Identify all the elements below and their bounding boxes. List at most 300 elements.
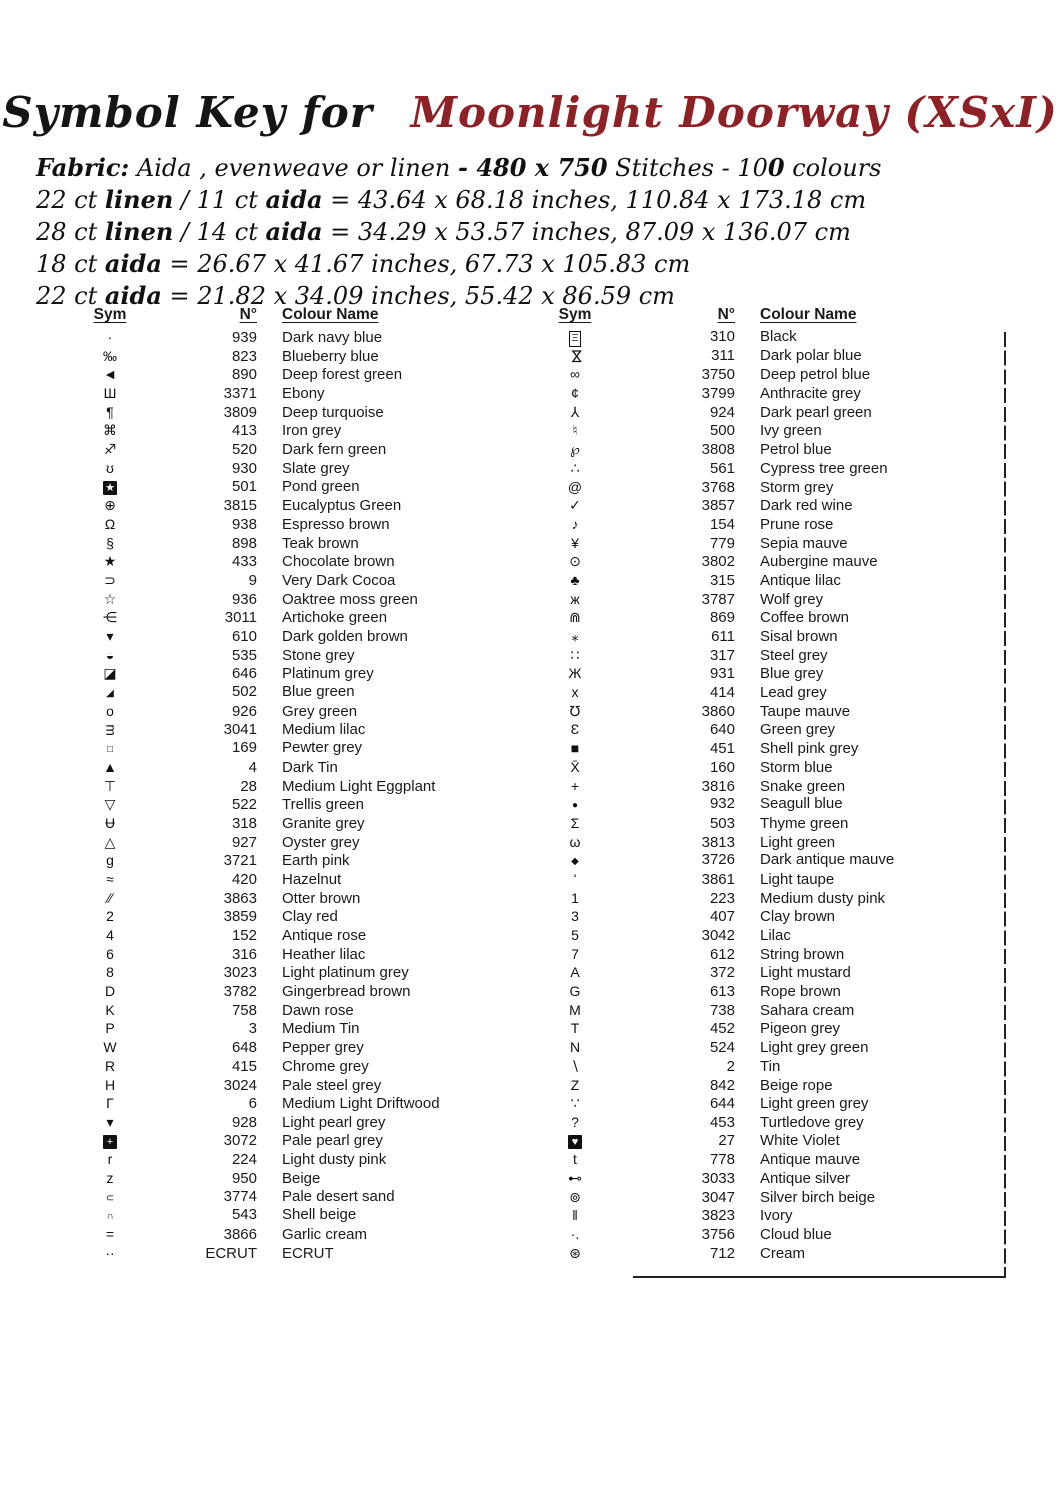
colour-name: Deep petrol blue (760, 366, 871, 384)
colour-name: Medium Light Eggplant (282, 777, 436, 795)
symbol-glyph: ʊ (106, 459, 114, 476)
key-row (525, 664, 1005, 683)
key-row (60, 982, 520, 1001)
key-row (60, 627, 520, 646)
colour-name: Dark antique mauve (760, 851, 895, 869)
colour-name: Espresso brown (282, 515, 390, 533)
floss-number: 3011 (224, 609, 257, 627)
symbol-glyph: ⋲ (103, 609, 117, 626)
symbol-glyph: H (104, 1076, 116, 1093)
colour-name: Ebony (282, 385, 325, 403)
key-row (525, 328, 1005, 347)
header-sym: Sym (93, 306, 127, 323)
symbol-glyph: ∕∕ (107, 889, 113, 906)
floss-number: 3859 (223, 908, 257, 926)
colour-name: ECRUT (282, 1244, 334, 1262)
key-row (525, 1094, 1005, 1113)
key-row (525, 1150, 1005, 1169)
symbol-glyph: ♥ (568, 1135, 582, 1149)
colour-name: Clay brown (760, 908, 836, 926)
fabric-line: 22 ct aida = 21.82 x 34.09 inches, 55.42 x 86.59 cm (36, 281, 675, 310)
floss-number: 842 (709, 1076, 735, 1094)
key-row (525, 814, 1005, 833)
colour-name: Dark golden brown (282, 628, 408, 645)
colour-name: Antique silver (760, 1169, 851, 1187)
key-row (60, 1113, 520, 1132)
floss-number: 3813 (701, 833, 735, 851)
key-row (60, 1244, 520, 1263)
key-row (60, 664, 520, 683)
symbol-glyph: ♐ (103, 441, 117, 458)
symbol-glyph: 4 (106, 927, 114, 943)
key-row (525, 347, 1005, 366)
floss-number: 648 (231, 1039, 257, 1057)
floss-number: 152 (231, 927, 257, 944)
symbol-glyph: ∷ (570, 646, 580, 663)
floss-number: 524 (709, 1039, 735, 1057)
key-row (60, 646, 520, 665)
key-row (60, 459, 520, 478)
symbol-glyph: W (103, 1039, 117, 1056)
symbol-glyph: z (106, 1169, 114, 1186)
symbol-glyph: ▽ (104, 796, 116, 813)
colour-name: Dark polar blue (760, 346, 862, 364)
table-header (60, 306, 520, 328)
symbol-glyph: ⊕ (104, 497, 116, 514)
colour-name: Dawn rose (282, 1001, 354, 1019)
colour-name: Light taupe (760, 870, 835, 888)
symbol-glyph: G (569, 983, 581, 1000)
floss-number: 612 (709, 945, 735, 963)
floss-number: 3033 (701, 1169, 735, 1187)
key-row (60, 945, 520, 964)
colour-name: Chrome grey (282, 1057, 369, 1075)
symbol-glyph: ♮ (572, 422, 578, 439)
symbol-glyph: ♣ (570, 571, 580, 588)
symbol-glyph: x (571, 684, 579, 701)
symbol-glyph: ◒ (105, 646, 115, 663)
floss-number: 928 (231, 1113, 257, 1131)
floss-number: 3726 (701, 851, 735, 869)
colour-name: Turtledove grey (760, 1113, 864, 1131)
symbol-glyph: = (105, 1226, 115, 1242)
floss-number: 869 (709, 609, 735, 627)
colour-name: Steel grey (760, 646, 828, 664)
floss-number: 939 (231, 329, 257, 346)
colour-name: Artichoke green (282, 609, 388, 627)
key-row (60, 496, 520, 515)
floss-number: 640 (709, 721, 735, 739)
floss-number: 451 (709, 740, 735, 758)
key-row (525, 515, 1005, 534)
colour-name: Medium lilac (282, 721, 366, 739)
colour-name: Lead grey (760, 684, 827, 702)
key-row (60, 421, 520, 440)
colour-name: Ivory (760, 1207, 793, 1225)
floss-number: 413 (231, 422, 257, 440)
key-row (60, 777, 520, 796)
colour-name: Ivy green (760, 422, 822, 440)
table-right-border (1004, 332, 1006, 1278)
floss-number: 415 (231, 1057, 257, 1075)
floss-number: 3815 (223, 497, 257, 515)
colour-name: Granite grey (282, 814, 365, 832)
floss-number: 932 (709, 795, 735, 813)
colour-name: Beige rope (760, 1076, 833, 1094)
floss-number: 414 (709, 684, 735, 702)
floss-number: 3042 (701, 927, 735, 944)
colour-name: Very Dark Cocoa (282, 571, 396, 589)
floss-number: 950 (231, 1169, 257, 1187)
floss-number: 3047 (701, 1188, 735, 1206)
floss-number: 927 (231, 833, 257, 851)
key-table-right (525, 306, 1005, 1262)
header-colour-name: Colour Name (282, 306, 379, 323)
colour-name: Pale desert sand (282, 1187, 395, 1205)
symbol-glyph: ᴟ (105, 721, 115, 738)
floss-number: 738 (709, 1001, 735, 1019)
floss-number: 890 (231, 366, 257, 384)
colour-name: Light pearl grey (282, 1113, 386, 1131)
floss-number: 223 (709, 889, 735, 907)
symbol-glyph: M (569, 1001, 581, 1018)
colour-name: Light grey green (760, 1039, 869, 1057)
colour-name: Snake green (760, 777, 846, 795)
symbol-glyph: □ (106, 744, 114, 756)
key-row (60, 889, 520, 908)
floss-number: 9 (248, 571, 257, 589)
colour-name: White Violet (760, 1131, 840, 1149)
key-row (60, 1019, 520, 1038)
symbol-glyph: ◢ (106, 688, 114, 700)
key-row (525, 870, 1005, 889)
floss-number: 500 (709, 422, 735, 440)
colour-name: Dark red wine (760, 497, 853, 515)
floss-number: 3041 (223, 721, 257, 739)
floss-number: 3816 (701, 777, 735, 795)
key-row (60, 1169, 520, 1188)
symbol-glyph: ⊷ (568, 1169, 582, 1186)
colour-name: Light dusty pink (282, 1151, 387, 1169)
symbol-glyph: ʻ (573, 870, 577, 887)
symbol-glyph: t (573, 1151, 577, 1168)
page-title (0, 88, 1060, 137)
colour-name: Coffee brown (760, 609, 849, 627)
key-row (60, 795, 520, 814)
key-row (525, 459, 1005, 478)
key-row (60, 384, 520, 403)
key-row (60, 552, 520, 571)
floss-number: 318 (231, 814, 257, 832)
colour-name: Otter brown (282, 889, 361, 907)
key-row (60, 1094, 520, 1113)
colour-name: Aubergine mauve (760, 553, 878, 571)
floss-number: 930 (231, 459, 257, 477)
symbol-glyph: ж (570, 590, 580, 607)
header-colour-name: Colour Name (760, 306, 857, 323)
key-row (60, 608, 520, 627)
floss-number: 938 (231, 515, 257, 533)
key-row (525, 1206, 1005, 1225)
key-row (525, 403, 1005, 422)
floss-number: 154 (709, 515, 735, 533)
key-row (60, 758, 520, 777)
symbol-glyph: Ш (103, 385, 117, 402)
colour-name: Dark fern green (282, 441, 387, 459)
floss-number: 3072 (223, 1131, 257, 1149)
symbol-glyph: 7 (571, 945, 579, 962)
key-row (525, 421, 1005, 440)
symbol-glyph: Ʉ (104, 814, 116, 831)
floss-number: 420 (231, 870, 257, 888)
colour-name: Medium Tin (282, 1020, 360, 1038)
key-row (60, 1076, 520, 1095)
key-row (60, 1188, 520, 1207)
key-row (525, 1169, 1005, 1188)
title-pattern-name: Moonlight Doorway (XSxI) (410, 88, 1058, 137)
symbol-glyph: ⊤ (103, 777, 117, 794)
key-row (60, 833, 520, 852)
key-row (525, 926, 1005, 945)
colour-name: Eucalyptus Green (282, 497, 402, 515)
symbol-glyph: Σ (570, 814, 580, 831)
key-row (60, 851, 520, 870)
symbol-glyph: A (570, 964, 580, 981)
colour-name: Oaktree moss green (282, 590, 418, 608)
floss-number: 2 (726, 1057, 735, 1075)
key-row (60, 926, 520, 945)
floss-number: 561 (709, 459, 735, 477)
symbol-glyph: ⊂ (105, 1192, 115, 1204)
symbol-glyph: Ɛ (570, 721, 580, 738)
key-row (525, 552, 1005, 571)
colour-name: Antique mauve (760, 1151, 861, 1169)
floss-number: 610 (231, 628, 257, 645)
floss-number: 823 (231, 347, 257, 365)
colour-name: Hazelnut (282, 870, 342, 888)
floss-number: 28 (240, 777, 257, 795)
floss-number: 433 (231, 553, 257, 571)
colour-name: Light green grey (760, 1095, 869, 1113)
key-row (60, 478, 520, 497)
colour-name: Antique rose (282, 927, 367, 944)
colour-name: Shell beige (282, 1206, 357, 1224)
floss-number: 169 (231, 739, 257, 757)
colour-name: Platinum grey (282, 665, 374, 683)
symbol-glyph: N (569, 1039, 581, 1056)
key-row (60, 720, 520, 739)
key-row (525, 384, 1005, 403)
key-row (60, 365, 520, 384)
floss-number: 3860 (701, 702, 735, 720)
floss-number: 3768 (701, 478, 735, 496)
colour-name: Oyster grey (282, 833, 360, 851)
symbol-glyph: ∴ (570, 459, 580, 476)
symbol-glyph: R (104, 1057, 116, 1074)
key-row (525, 889, 1005, 908)
key-row (60, 814, 520, 833)
floss-number: 3808 (701, 441, 735, 459)
colour-name: Antique lilac (760, 571, 841, 589)
key-row (525, 1038, 1005, 1057)
symbol-glyph: ♪ (571, 515, 579, 532)
key-row (525, 758, 1005, 777)
key-row (525, 1076, 1005, 1095)
colour-name: Sahara cream (760, 1001, 855, 1019)
key-row (60, 963, 520, 982)
colour-name: Rope brown (760, 983, 841, 1001)
colour-name: Cream (760, 1244, 806, 1262)
floss-number: 779 (709, 534, 735, 552)
floss-number: 3799 (701, 385, 735, 403)
colour-name: Cloud blue (760, 1226, 832, 1243)
floss-number: 3756 (701, 1226, 735, 1243)
key-row (525, 1001, 1005, 1020)
key-row (525, 365, 1005, 384)
symbol-glyph: ∩ (106, 1211, 114, 1223)
floss-number: 926 (231, 702, 257, 720)
floss-number: 3787 (701, 590, 735, 608)
floss-number: 712 (709, 1244, 735, 1262)
key-row (525, 795, 1005, 814)
floss-number: 3 (248, 1020, 257, 1038)
key-row (525, 1225, 1005, 1244)
symbol-glyph: Ω (104, 515, 116, 532)
symbol-glyph: ·· (105, 1244, 115, 1261)
floss-number: 224 (231, 1151, 257, 1169)
symbol-glyph: D (104, 983, 116, 1000)
colour-name: String brown (760, 945, 845, 963)
colour-name: Dark navy blue (282, 329, 383, 346)
symbol-glyph: ⋒ (569, 609, 581, 626)
symbol-glyph: ·. (570, 1226, 580, 1242)
colour-name: Dark pearl green (760, 403, 872, 421)
floss-number: 613 (709, 983, 735, 1001)
floss-number: 317 (709, 646, 735, 664)
symbol-glyph: Γ (106, 1095, 114, 1112)
floss-number: 3866 (223, 1226, 257, 1243)
colour-name: Seagull blue (760, 795, 843, 813)
key-row (525, 646, 1005, 665)
floss-number: 6 (248, 1095, 257, 1113)
colour-name: Pond green (282, 477, 360, 495)
key-row (525, 627, 1005, 646)
symbol-glyph: 3 (571, 908, 579, 925)
floss-number: 501 (231, 477, 257, 495)
key-row (525, 982, 1005, 1001)
colour-name: Medium Light Driftwood (282, 1095, 440, 1113)
floss-number: 3823 (701, 1207, 735, 1225)
floss-number: 3782 (223, 983, 257, 1001)
floss-number: 315 (709, 571, 735, 589)
colour-name: Thyme green (760, 814, 849, 832)
symbol-glyph: △ (104, 833, 116, 850)
floss-number: 924 (709, 403, 735, 421)
floss-number: 452 (709, 1020, 735, 1038)
symbol-glyph: r (107, 1151, 113, 1168)
symbol-glyph: ℘ (570, 441, 580, 458)
symbol-glyph: ¥ (571, 534, 579, 551)
floss-number: 27 (718, 1131, 735, 1149)
symbol-glyph: ⅄ (570, 403, 580, 420)
floss-number: 3750 (701, 366, 735, 384)
key-row (525, 1019, 1005, 1038)
key-row (525, 683, 1005, 702)
key-row (525, 945, 1005, 964)
key-row (525, 777, 1005, 796)
symbol-glyph: ∵ (570, 1095, 580, 1112)
symbol-glyph: 1 (571, 889, 579, 906)
symbol-glyph: g (106, 852, 114, 869)
key-row (60, 739, 520, 758)
colour-name: Clay red (282, 908, 338, 926)
floss-number: 502 (231, 683, 257, 701)
floss-number: 644 (709, 1095, 735, 1113)
symbol-glyph: P (105, 1020, 115, 1037)
floss-number: 522 (231, 796, 257, 814)
key-row (60, 590, 520, 609)
key-row (525, 851, 1005, 870)
colour-name: Anthracite grey (760, 385, 861, 403)
colour-name: Storm grey (760, 478, 834, 496)
floss-number: 931 (709, 665, 735, 683)
colour-name: Earth pink (282, 852, 350, 870)
key-row (60, 328, 520, 347)
symbol-glyph: ⊛ (569, 1244, 581, 1261)
floss-number: 372 (709, 964, 735, 982)
colour-name: Blue grey (760, 665, 824, 683)
floss-number: 311 (711, 346, 735, 364)
floss-number: 3802 (701, 553, 735, 571)
symbol-glyph: ★ (103, 553, 117, 570)
colour-name: Light green (760, 833, 836, 851)
symbol-glyph: X̄ (570, 758, 580, 775)
colour-name: Dark Tin (282, 758, 338, 776)
fabric-info (36, 152, 1026, 312)
colour-name: Deep forest green (282, 366, 403, 384)
key-row (60, 1057, 520, 1076)
key-row (525, 720, 1005, 739)
colour-name: Pepper grey (282, 1039, 364, 1057)
key-row (525, 907, 1005, 926)
key-row (60, 683, 520, 702)
floss-number: 407 (709, 908, 735, 926)
floss-number: 3857 (701, 497, 735, 515)
symbol-glyph: 5 (571, 927, 579, 943)
key-row (60, 440, 520, 459)
floss-number: 503 (709, 814, 735, 832)
fabric-line: 22 ct linen / 11 ct aida = 43.64 x 68.18 inches, 110.84 x 173.18 cm (36, 185, 867, 214)
floss-number: 316 (231, 945, 257, 963)
floss-number: 160 (709, 758, 735, 776)
key-row (60, 1225, 520, 1244)
symbol-glyph: 8 (106, 964, 114, 981)
table-rows (60, 328, 520, 1262)
colour-name: Teak brown (282, 534, 359, 552)
key-row (60, 534, 520, 553)
key-row (525, 739, 1005, 758)
symbol-glyph: · (107, 329, 113, 345)
key-row (60, 1132, 520, 1151)
key-row (60, 1206, 520, 1225)
floss-number: 535 (231, 646, 257, 664)
colour-name: Slate grey (282, 459, 350, 477)
fabric-line: 18 ct aida = 26.67 x 41.67 inches, 67.73 x 105.83 cm (36, 249, 691, 278)
floss-number: 646 (231, 665, 257, 683)
key-row (60, 403, 520, 422)
colour-name: Garlic cream (282, 1226, 368, 1243)
colour-name: Green grey (760, 721, 836, 739)
